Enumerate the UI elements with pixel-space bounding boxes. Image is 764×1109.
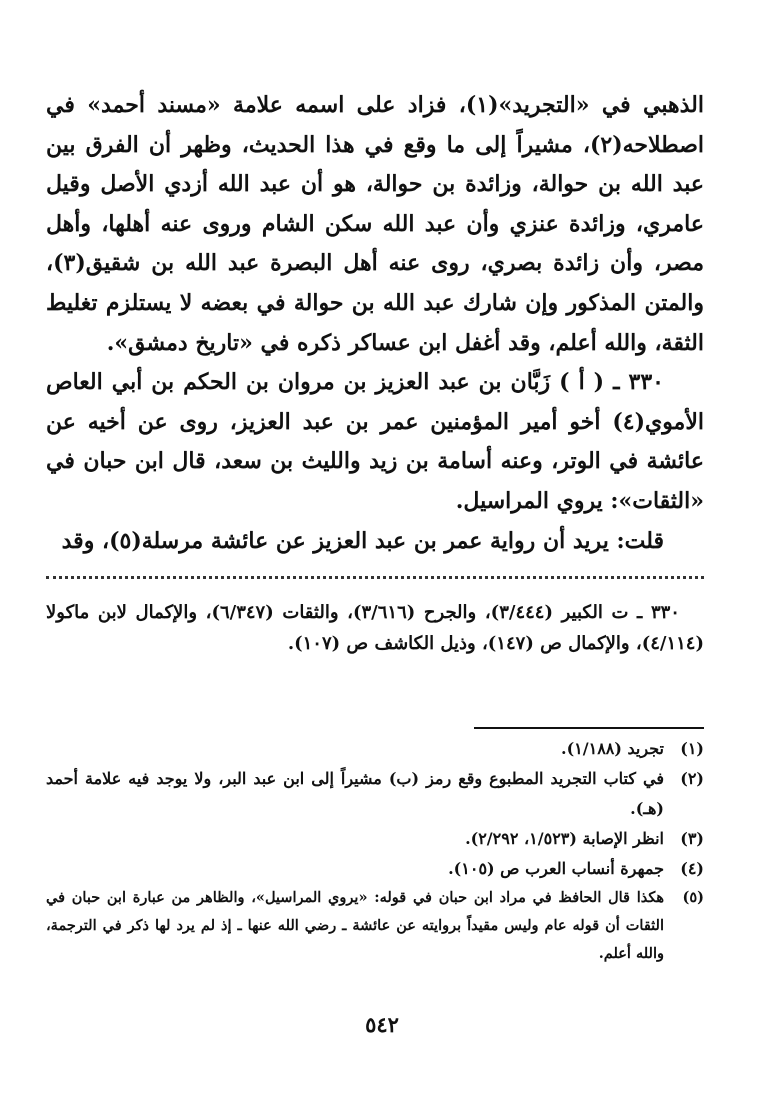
footnote-number: (٤) bbox=[680, 859, 704, 878]
footnote-2 bbox=[46, 764, 704, 824]
footnote-number: (١) bbox=[680, 739, 704, 758]
footnote-number: (٥) bbox=[682, 889, 704, 906]
footnote-4 bbox=[46, 854, 704, 884]
source-references bbox=[46, 598, 704, 659]
commentary-paragraph: قلت: يريد أن رواية عمر بن عبد العزيز عن عائشة مرسلة(٥)، وقد bbox=[61, 527, 664, 554]
entry-330a: ٣٣٠ ـ ( أ ) زَبَّان بن عبد العزيز بن مروان بن الحكم بن أبي العاص الأموي(٤) أخو أمير المؤمنين عمر بن عبد العزيز، روى عن أخيه عن عائشة في الوتر، وعنه أسامة بن زيد والليث بن سعد، قال ابن حبان في «الثقات»: يروي المراسيل. bbox=[46, 369, 704, 514]
footnote-text: تجريد (١/١٨٨). bbox=[561, 739, 664, 758]
footnote-rule bbox=[474, 727, 704, 729]
footnote-3 bbox=[46, 824, 704, 854]
page-number: ٥٤٢ bbox=[365, 1012, 399, 1037]
footnote-1 bbox=[46, 734, 704, 764]
footnote-text: في كتاب التجريد المطبوع وقع رمز (ب) مشيراً إلى ابن عبد البر، ولا يوجد فيه علامة أحمد (هـ). bbox=[46, 769, 664, 818]
dotted-separator bbox=[46, 576, 704, 579]
footnote-text: جمهرة أنساب العرب ص (١٠٥). bbox=[448, 859, 664, 878]
footnote-number: (٣) bbox=[680, 829, 704, 848]
source-note-330: ٣٣٠ ـ ت الكبير (٣/٤٤٤)، والجرح (٣/٦١٦)، والثقات (٦/٣٤٧)، والإكمال لابن ماكولا (٤/١١٤)، والإكمال ص (١٤٧)، وذيل الكاشف ص (١٠٧). bbox=[46, 602, 704, 654]
footnote-5 bbox=[46, 884, 704, 968]
footnote-text: انظر الإصابة (١/٥٢٣، ٢/٢٩٢). bbox=[465, 829, 664, 848]
footnotes bbox=[46, 734, 704, 968]
main-text bbox=[46, 86, 704, 561]
footnote-number: (٢) bbox=[680, 769, 704, 788]
footnote-text: هكذا قال الحافظ في مراد ابن حبان في قوله: «يروي المراسيل»، والظاهر من عبارة ابن حبان في الثقات أن قوله عام وليس مقيداً بروايته عن عائشة ـ رضي الله عنها ـ إذ لم يرد لها ذكر في الترجمة، والله أعلم. bbox=[46, 889, 664, 962]
paragraph-continuation: الذهبي في «التجريد»(١)، فزاد على اسمه علامة «مسند أحمد» في اصطلاحه(٢)، مشيراً إلى ما وقع في هذا الحديث، وظهر أن الفرق بين عبد الله بن حوالة، وزائدة بن حوالة، هو أن عبد الله أزدي الأصل وقيل عامري، وزائدة عنزي وأن عبد الله سكن الشام وروى عنه أهلها، وأهل مصر، وأن زائدة بصري، روى عنه أهل البصرة عبد الله بن شقيق(٣)، والمتن المذكور وإن شارك عبد الله بن حوالة في بعضه لا يستلزم تغليط الثقة، والله أعلم، وقد أغفل ابن عساكر ذكره في «تاريخ دمشق». bbox=[46, 92, 704, 356]
